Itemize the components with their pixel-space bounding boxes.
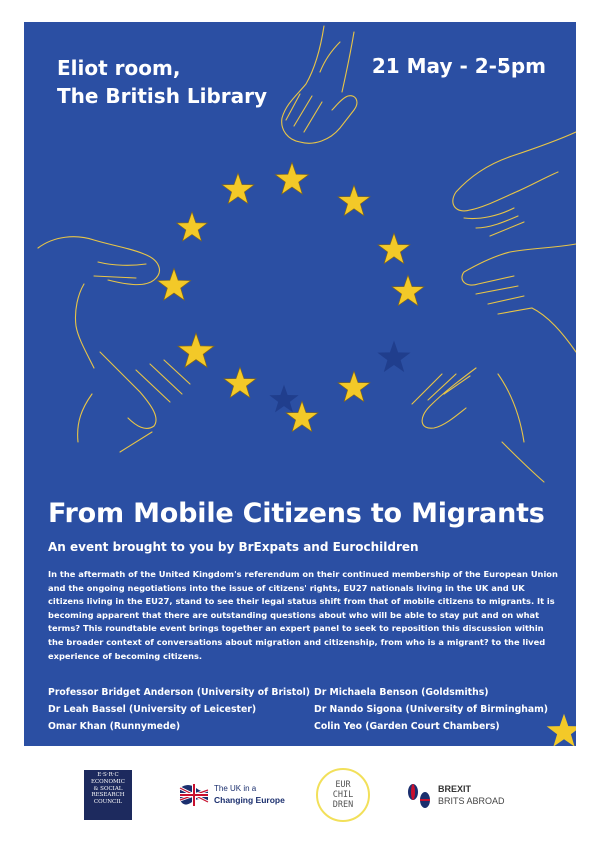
hand-top [282,26,357,143]
panelist: Dr Michaela Benson (Goldsmiths) [314,687,489,698]
star-6 [157,269,190,301]
brexit-line2: BRITS ABROAD [438,796,505,806]
event-title: From Mobile Citizens to Migrants [48,498,545,529]
corner-star-icon [544,712,576,746]
star-shadow-2 [269,385,298,413]
hand-middle-right [462,244,576,352]
panel-list-right [314,684,548,735]
panelist: Dr Nando Sigona (University of Birmingham) [314,704,549,715]
union-flag-icon [178,782,210,808]
star-10 [338,371,370,401]
sponsor-logos [0,760,600,830]
panelist: Colin Yeo (Garden Court Chambers) [314,721,500,732]
hand-lower-right [412,368,544,482]
panelist: Dr Leah Bassel (University of Leicester) [48,704,257,715]
venue [57,54,267,110]
panelist: Omar Khan (Runnymede) [48,721,181,732]
venue-library: The British Library [57,84,268,108]
star-1 [275,163,308,195]
uk-changing-europe-logo [178,782,298,812]
eurochildren-logo: EUR CHIL DREN [316,768,370,822]
venue-room: Eliot room, [57,56,181,80]
hand-lower-left [78,352,190,452]
panel-list-left [48,684,310,735]
hand-upper-right [453,132,576,236]
event-description [48,568,558,663]
ukcce-line2: Changing Europe [214,795,285,805]
panelist: Professor Bridget Anderson (University of Bristol) [48,687,311,698]
hand-upper-left [38,237,159,368]
brexit-line1: BREXIT [438,784,472,794]
brexit-brits-abroad-logo [404,776,514,816]
description-text: In the aftermath of the United Kingdom's referendum on their continued membership of the European Union and the ongoing negotiations into the issue of citizens' rights, EU27 nationals living in the UK and UK citizens living in the EU27, stand to see their legal status shift from that of mobile citizens to migrants. It is becoming apparent that there are outstanding questions about who will be able to stay put and on what terms? This roundtable event brings together an expert panel to seek to reposition this discussion within the broader context of conversations about migration and citizenship, from who is a migrant? to the lived experience of becoming citizens. [48,569,558,661]
star-9 [224,367,256,397]
star-2 [222,173,254,203]
star-8 [178,333,214,367]
star-4 [177,212,208,241]
star-3 [338,185,370,215]
esrc-logo: E·S·R·C ECONOMIC & SOCIAL RESEARCH COUNCIL [84,770,132,820]
star-5 [378,233,410,263]
event-subtitle: An event brought to you by BrExpats and Eurochildren [48,540,419,554]
star-7 [392,275,424,305]
star-shadow-1 [377,341,410,373]
poster [24,22,576,746]
footprints-icon [404,780,434,812]
event-date: 21 May - 2-5pm [371,54,546,78]
ukcce-line1: The UK in a [214,784,257,793]
